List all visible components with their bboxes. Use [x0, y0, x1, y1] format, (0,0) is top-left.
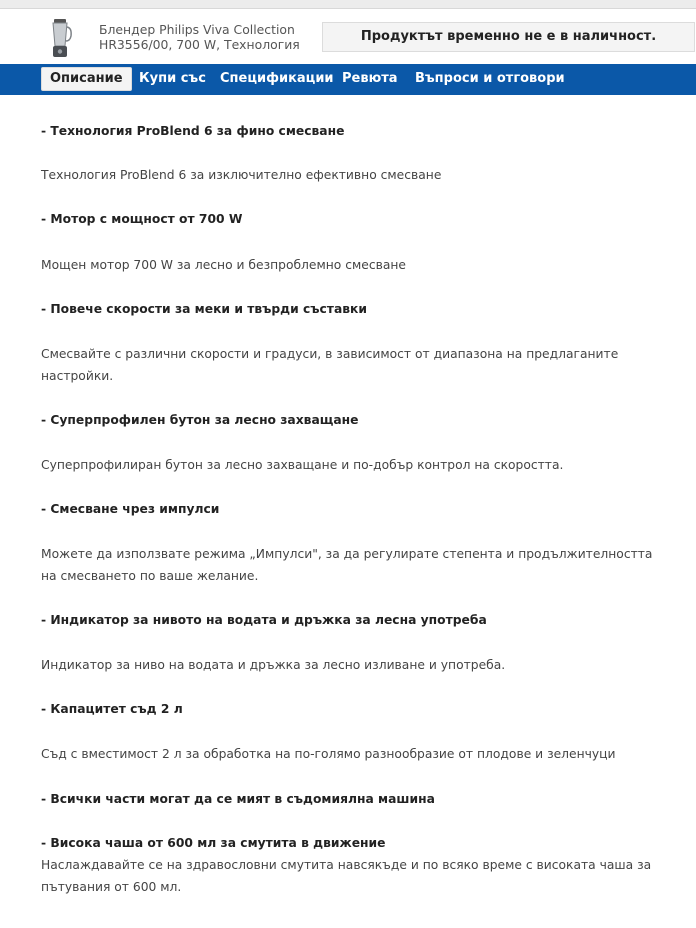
tab-buy-with[interactable]: Купи със	[139, 71, 206, 86]
tab-specifications[interactable]: Спецификации	[220, 71, 334, 86]
section-text: Смесвайте с различни скорости и градуси, в зависимост от диапазона на предлаганите настройки.	[41, 347, 619, 383]
section-heading: - Повече скорости за меки и твърди съставки	[41, 302, 367, 316]
section-heading: - Висока чаша от 600 мл за смутита в движение	[41, 836, 386, 850]
section-text: Суперпрофилиран бутон за лесно захващане и по-добър контрол на скоростта.	[41, 458, 564, 472]
section-heading: - Всички части могат да се мият в съдомиялна машина	[41, 792, 435, 806]
section-text: Наслаждавайте се на здравословни смутита навсякъде и по всяко време с високата чаша за пътувания от 600 мл.	[41, 858, 652, 894]
product-header	[0, 9, 696, 64]
tab-description[interactable]: Описание	[41, 67, 132, 91]
product-tabs-nav	[0, 64, 696, 95]
section-text: Технология ProBlend 6 за изключително ефективно смесване	[41, 168, 442, 182]
section-heading: - Индикатор за нивото на водата и дръжка за лесна употреба	[41, 613, 487, 627]
section-heading: - Технология ProBlend 6 за фино смесване	[41, 124, 345, 138]
availability-notice: Продуктът временно не е в наличност.	[322, 22, 695, 52]
section-heading: - Мотор с мощност от 700 W	[41, 212, 243, 226]
section-text: Можете да използвате режима „Импулси", за да регулирате степента и продължителността на смесването по ваше желание.	[41, 547, 653, 583]
section-text: Мощен мотор 700 W за лесно и безпроблемно смесване	[41, 258, 406, 272]
section-heading: - Капацитет съд 2 л	[41, 702, 183, 716]
section-heading: - Смесване чрез импулси	[41, 502, 220, 516]
tab-reviews[interactable]: Ревюта	[342, 71, 398, 86]
browser-top-strip	[0, 0, 696, 9]
blender-thumbnail-icon	[46, 18, 74, 58]
section-text: Съд с вместимост 2 л за обработка на по-голямо разнообразие от плодове и зеленчуци	[41, 747, 616, 761]
product-title: Блендер Philips Viva Collection HR3556/00, 700 W, Технология	[99, 22, 300, 52]
tab-questions-answers[interactable]: Въпроси и отговори	[415, 71, 565, 86]
section-text: Индикатор за ниво на водата и дръжка за лесно изливане и употреба.	[41, 658, 506, 672]
section-heading: - Суперпрофилен бутон за лесно захващане	[41, 413, 359, 427]
